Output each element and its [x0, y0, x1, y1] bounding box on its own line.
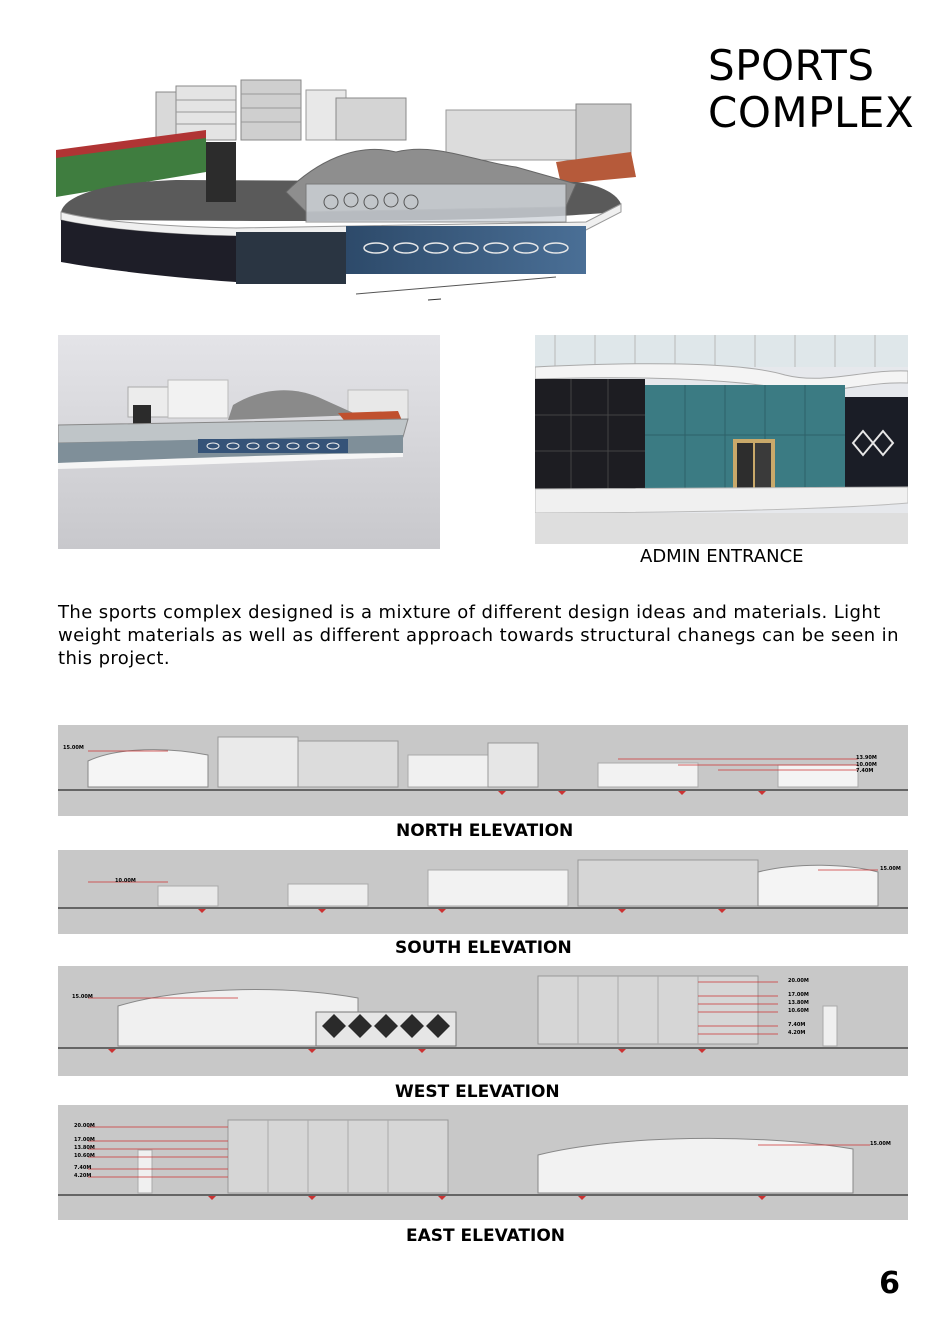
west-mark-6: 7.40M — [788, 1022, 806, 1028]
west-mark-4: 13.80M — [788, 1000, 809, 1006]
south-elevation-drawing — [58, 850, 908, 934]
east-mark-7: 15.00M — [870, 1141, 891, 1147]
page-title — [708, 42, 914, 136]
east-mark-5: 7.40M — [74, 1165, 92, 1171]
north-mark-2: 13.90M — [856, 755, 877, 761]
south-elevation-label: SOUTH ELEVATION — [395, 938, 572, 958]
east-mark-6: 4.20M — [74, 1173, 92, 1179]
title-line-1: SPORTS — [708, 41, 875, 90]
east-mark-2: 17.00M — [74, 1137, 95, 1143]
south-mark-2: 15.00M — [880, 866, 901, 872]
east-elevation-drawing — [58, 1105, 908, 1220]
west-elevation-drawing — [58, 966, 908, 1076]
west-mark-1: 15.00M — [72, 994, 93, 1000]
east-mark-4: 10.60M — [74, 1153, 95, 1159]
east-mark-3: 13.80M — [74, 1145, 95, 1151]
west-mark-2: 20.00M — [788, 978, 809, 984]
west-mark-3: 17.00M — [788, 992, 809, 998]
north-mark-1: 15.00M — [63, 745, 84, 751]
south-mark-1: 10.00M — [115, 878, 136, 884]
aerial-render — [56, 72, 646, 310]
admin-entrance-caption: ADMIN ENTRANCE — [640, 546, 804, 567]
admin-entrance-render — [535, 335, 908, 544]
east-mark-1: 20.00M — [74, 1123, 95, 1129]
east-elevation-label: EAST ELEVATION — [406, 1226, 566, 1246]
north-mark-4: 7.40M — [856, 768, 874, 774]
west-mark-7: 4.20M — [788, 1030, 806, 1036]
title-line-2: COMPLEX — [708, 88, 915, 137]
west-elevation-label: WEST ELEVATION — [395, 1082, 560, 1102]
north-mark-3: 10.00M — [856, 762, 877, 768]
west-mark-5: 10.60M — [788, 1008, 809, 1014]
north-elevation-label: NORTH ELEVATION — [396, 821, 574, 841]
description-text: The sports complex designed is a mixture of different design ideas and materials. Light weight materials as well as different approach towards structural chanegs can be seen in this project. — [58, 602, 899, 669]
page-number: 6 — [879, 1266, 900, 1301]
north-elevation-drawing — [58, 725, 908, 816]
side-render — [58, 335, 440, 549]
